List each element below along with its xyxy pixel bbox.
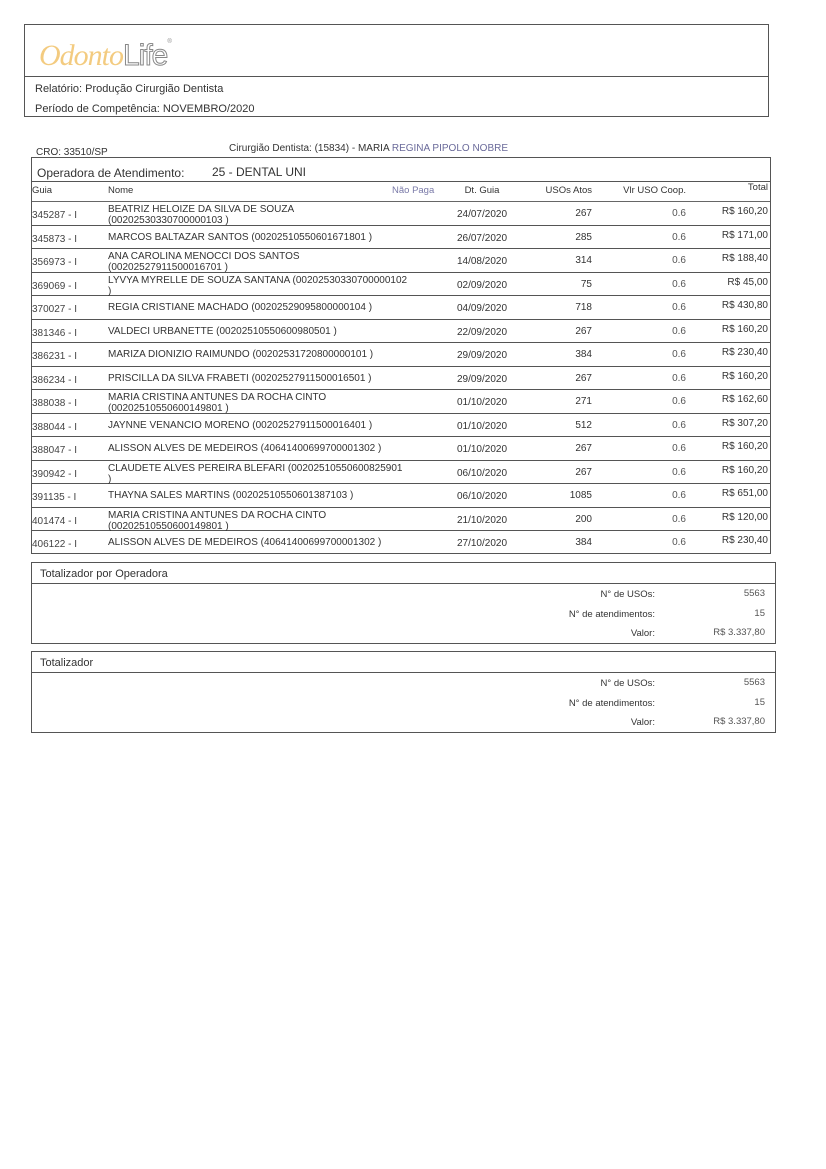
guia-cell: 388044 - I [32,421,78,433]
totalizador [31,651,776,733]
atendimentos-label: N° de atendimentos: [568,698,655,709]
nome-cell: ANA CAROLINA MENOCCI DOS SANTOS (00202527911500016701 ) [108,251,300,273]
operadora-value: 25 - DENTAL UNI [212,165,307,179]
total-cell: R$ 160,20 [721,441,768,452]
nome-cell: MARIA CRISTINA ANTUNES DA ROCHA CINTO (00202510550600149801 ) [108,392,327,414]
total-cell: R$ 160,20 [721,323,768,335]
guia-cell: 370027 - I [32,304,78,315]
table-row [32,202,770,226]
guia-cell: 386234 - I [32,374,78,386]
table-row [32,320,770,344]
usos-cell: 267 [575,372,592,384]
guia-cell: 356973 - I [32,257,78,268]
col-usos: USOs Atos [545,185,592,196]
guia-cell: 388047 - I [32,445,78,456]
valor-label: Valor: [630,717,655,728]
dt-guia-cell: 01/10/2020 [456,397,508,408]
vlr-uso-cell: 0.6 [672,490,686,501]
dt-guia-cell: 22/09/2020 [456,326,508,338]
divider [32,181,770,182]
nome-cell: LYVYA MYRELLE DE SOUZA SANTANA (00202530330700000102 ) [108,274,408,297]
nome-cell: ALISSON ALVES DE MEDEIROS (40641400699700001302 ) [108,537,382,548]
nome-cell: VALDECI URBANETTE (00202510550600980501 ) [108,325,337,337]
total-cell: R$ 230,40 [721,347,768,358]
table-row [32,367,770,391]
vlr-uso-cell: 0.6 [672,302,686,313]
usos-label: N° de USOs: [600,589,655,600]
table-row [32,531,770,555]
table-row [32,390,770,414]
nome-cell: REGIA CRISTIANE MACHADO (00202529095800000104 ) [108,302,373,313]
col-nome: Nome [108,185,134,196]
odontolife-logo: OdontoLife® [39,39,171,72]
total-cell: R$ 120,00 [721,511,768,523]
usos-cell: 718 [575,302,592,313]
nome-cell: CLAUDETE ALVES PEREIRA BLEFARI (00202510550600825901 ) [108,462,403,485]
guia-cell: 345873 - I [32,233,78,245]
table-row [32,343,770,367]
divider [32,672,775,673]
nome-cell: MARIZA DIONIZIO RAIMUNDO (00202531720800000101 ) [108,349,374,360]
total-cell: R$ 45,00 [727,276,768,288]
dt-guia-cell: 29/09/2020 [456,373,508,385]
guia-cell: 381346 - I [32,327,78,339]
report-title: Relatório: Produção Cirurgião Dentista [35,83,224,95]
operadora-label: Operadora de Atendimento: [37,166,185,180]
valor-value: R$ 3.337,80 [713,716,765,727]
vlr-uso-cell: 0.6 [672,325,686,337]
total-cell: R$ 188,40 [721,253,768,264]
vlr-uso-cell: 0.6 [672,513,686,525]
total-cell: R$ 160,20 [721,464,768,476]
production-table [31,157,771,554]
usos-cell: 75 [580,278,592,290]
table-row [32,226,770,250]
guia-cell: 388038 - I [32,398,78,409]
divider [25,76,768,77]
col-total: Total [747,182,768,193]
vlr-uso-cell: 0.6 [672,419,686,431]
vlr-uso-cell: 0.6 [672,255,686,266]
nome-cell: BEATRIZ HELOIZE DA SILVA DE SOUZA (00202530330700000103 ) [108,204,294,226]
table-row [32,249,770,273]
table-row [32,437,770,461]
dentist-info: Cirurgião Dentista: (15834) - MARIA REGINA PIPOLO NOBRE [229,143,509,154]
usos-cell: 271 [575,396,592,407]
vlr-uso-cell: 0.6 [672,443,686,454]
usos-cell: 512 [575,419,592,431]
usos-value: 5563 [743,588,765,599]
usos-cell: 267 [575,443,592,454]
nome-cell: JAYNNE VENANCIO MORENO (00202527911500016401 ) [108,419,373,431]
vlr-uso-cell: 0.6 [672,278,686,290]
guia-cell: 369069 - I [32,280,78,292]
guia-cell: 345287 - I [32,210,78,221]
atendimentos-value: 15 [754,608,765,619]
guia-cell: 390942 - I [32,468,78,480]
dt-guia-cell: 01/10/2020 [456,444,508,455]
usos-cell: 200 [575,513,592,525]
report-period: Período de Competência: NOVEMBRO/2020 [35,103,255,115]
usos-cell: 267 [575,208,592,219]
section-title: Totalizador [40,657,94,669]
usos-cell: 1085 [569,490,592,501]
guia-cell: 386231 - I [32,351,78,362]
totalizador-operadora [31,562,776,644]
usos-cell: 285 [575,231,592,243]
total-cell: R$ 162,60 [721,394,768,405]
table-row [32,296,770,320]
vlr-uso-cell: 0.6 [672,396,686,407]
vlr-uso-cell: 0.6 [672,349,686,360]
dt-guia-cell: 06/10/2020 [456,491,508,502]
dt-guia-cell: 06/10/2020 [456,467,508,479]
col-dt-guia: Dt. Guia [464,185,500,196]
table-row [32,461,770,485]
col-nao-paga: Não Paga [392,185,435,196]
dt-guia-cell: 24/07/2020 [456,209,508,220]
total-cell: R$ 160,20 [721,206,768,217]
usos-cell: 267 [575,466,592,478]
table-row [32,414,770,438]
usos-cell: 384 [575,537,592,548]
vlr-uso-cell: 0.6 [672,208,686,219]
dt-guia-cell: 02/09/2020 [456,279,508,291]
table-row [32,484,770,508]
atendimentos-label: N° de atendimentos: [568,609,655,620]
total-cell: R$ 171,00 [721,229,768,241]
total-cell: R$ 307,20 [721,417,768,429]
nome-cell: MARIA CRISTINA ANTUNES DA ROCHA CINTO (00202510550600149801 ) [108,509,327,532]
vlr-uso-cell: 0.6 [672,466,686,478]
guia-cell: 406122 - I [32,539,78,550]
guia-cell: 401474 - I [32,515,78,527]
report-header [24,24,769,117]
nome-cell: PRISCILLA DA SILVA FRABETI (00202527911500016501 ) [108,372,372,384]
table-row [32,508,770,532]
nome-cell: MARCOS BALTAZAR SANTOS (00202510550601671801 ) [108,231,373,243]
section-title: Totalizador por Operadora [40,568,168,580]
usos-label: N° de USOs: [600,678,655,689]
divider [32,583,775,584]
nome-cell: ALISSON ALVES DE MEDEIROS (40641400699700001302 ) [108,443,382,454]
table-row [32,273,770,297]
valor-value: R$ 3.337,80 [713,627,765,638]
dt-guia-cell: 04/09/2020 [456,303,508,314]
atendimentos-value: 15 [754,697,765,708]
valor-label: Valor: [630,628,655,639]
dt-guia-cell: 21/10/2020 [456,514,508,526]
vlr-uso-cell: 0.6 [672,372,686,384]
vlr-uso-cell: 0.6 [672,537,686,548]
usos-value: 5563 [743,677,765,688]
total-cell: R$ 230,40 [721,535,768,546]
usos-cell: 314 [575,255,592,266]
usos-cell: 267 [575,325,592,337]
dt-guia-cell: 14/08/2020 [456,256,508,267]
dt-guia-cell: 27/10/2020 [456,538,508,549]
dt-guia-cell: 01/10/2020 [456,420,508,432]
total-cell: R$ 430,80 [721,300,768,311]
vlr-uso-cell: 0.6 [672,231,686,243]
cro: CRO: 33510/SP [36,147,108,158]
guia-cell: 391135 - I [32,492,77,503]
col-guia: Guia [32,185,53,196]
col-vlr: Vlr USO Coop. [623,185,686,196]
dt-guia-cell: 29/09/2020 [456,350,508,361]
total-cell: R$ 160,20 [721,370,768,382]
usos-cell: 384 [575,349,592,360]
total-cell: R$ 651,00 [721,488,768,499]
dt-guia-cell: 26/07/2020 [456,232,508,244]
nome-cell: THAYNA SALES MARTINS (00202510550601387103 ) [108,490,354,501]
